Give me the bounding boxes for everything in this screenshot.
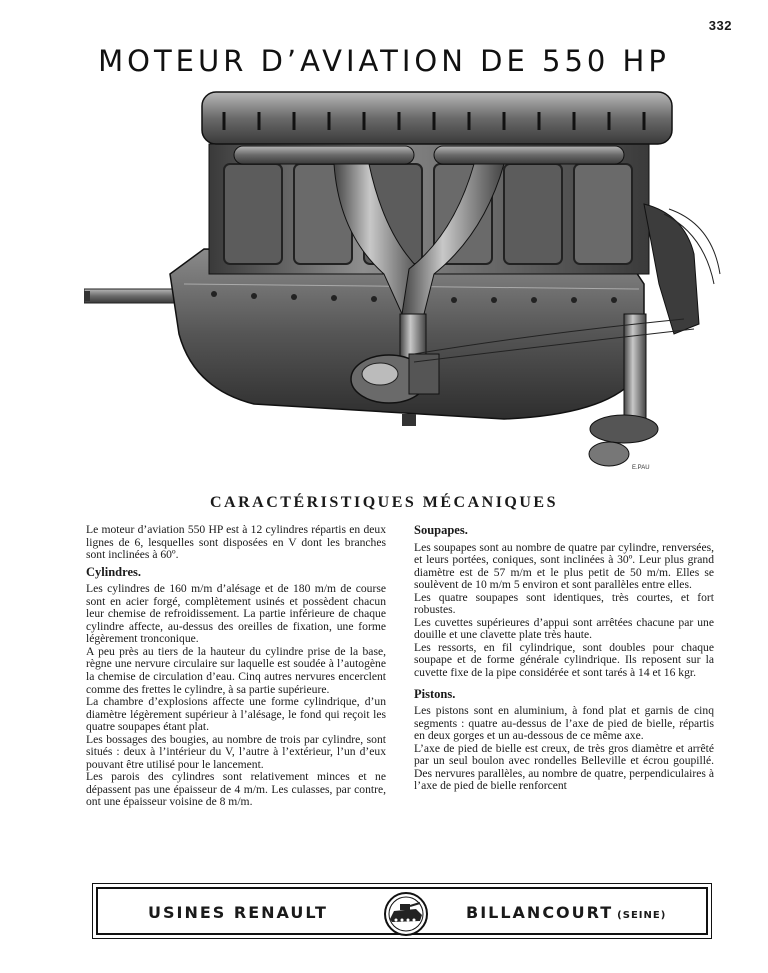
footer-company: USINES RENAULT — [148, 903, 328, 922]
left-column — [86, 524, 386, 809]
engine-illustration — [84, 84, 724, 476]
soupapes-paragraph: Les quatre soupapes sont identiques, très courtes, et fort robustes. — [414, 590, 714, 617]
pistons-paragraph: L’axe de pied de bielle est creux, de très gros diamètre et arrêté par un seul boulon avec rondelles Belleville et écrou goupillé. Des nervures parallèles, au nombre de quatre, perpendiculaires à l’axe de pied de bielle renforcent — [414, 741, 714, 793]
soupapes-heading: Soupapes. — [414, 523, 468, 537]
footer-location — [466, 903, 666, 922]
cylindres-paragraph: Les cylindres de 160 m/m d’alésage et de 180 m/m de course sont en acier forgé, complètement usinés et possèdent chacun leur chemise de refroidissement. La partie inférieure de chaque cylindre affecte, au-dessus des oreilles de fixation, une forme légèrement tronconique. — [86, 582, 386, 646]
soupapes-paragraph: Les cuvettes supérieures d’appui sont arrêtées chacune par une douille et une clavette plate très haute. — [414, 615, 714, 642]
footer-city: BILLANCOURT — [466, 903, 614, 922]
pistons-heading: Pistons. — [414, 686, 456, 701]
cylindres-paragraph: La chambre d’explosions affecte une forme cylindrique, d’un diamètre légèrement supérieur à l’alésage, le fond qui reçoit les quatre soupapes étant plat. — [86, 695, 386, 734]
soupapes-paragraph: Les soupapes sont au nombre de quatre par cylindre, renversées, et leurs portées, coniques, sont inclinées à 30º. Leur plus grand diamètre est de 57 m/m et le plus petit de 50 m/m. Elles se soulèvent de 10 m/m 5 environ et sont parallèles entre elles. — [414, 540, 714, 592]
footer-department: (SEINE) — [617, 910, 667, 921]
footer-inner-border — [96, 887, 708, 935]
section-title: CARACTÉRISTIQUES MÉCANIQUES — [210, 494, 558, 511]
cylindres-paragraph: Les bossages des bougies, au nombre de trois par cylindre, sont situés : deux à l’intérieur du V, l’autre à l’extérieur, l’un d’eux pouvant être utilisé pour le lancement. — [86, 732, 386, 771]
cylindres-paragraph: Les parois des cylindres sont relativement minces et ne dépassent pas une épaisseur de 4 m/m. Les culasses, par contre, ont une épaisseur voisine de 8 m/m. — [86, 770, 386, 809]
page-number: 332 — [708, 18, 732, 33]
page-title: MOTEUR D’AVIATION DE 550 HP — [98, 44, 670, 78]
right-column — [414, 524, 714, 793]
cylindres-heading: Cylindres. — [86, 564, 141, 579]
cylindres-paragraph: A peu près au tiers de la hauteur du cylindre prise de la base, règne une nervure circulaire sur laquelle est soudée à l’autogène la chemise de circulation d’eau. Cinq autres nervures encerclent comme des frettes le cylindre, à sa partie supérieure. — [86, 644, 386, 696]
engraver-mark: E.PAU — [632, 465, 650, 471]
intro-paragraph: Le moteur d’aviation 550 HP est à 12 cylindres répartis en deux lignes de 6, lesquelles sont disposées en V dont les branches sont inclinées à 60º. — [86, 523, 386, 562]
footer-banner — [92, 883, 712, 939]
renault-tank-logo-icon — [380, 891, 432, 937]
soupapes-paragraph: Les ressorts, en fil cylindrique, sont doubles pour chaque soupape et de forme générale cylindrique. Ils reposent sur la cuvette fixe de la pipe considérée et sont tarés à 14 et 16 kgr. — [414, 640, 714, 680]
pistons-paragraph: Les pistons sont en aluminium, à fond plat et garnis de cinq segments : quatre au-dessus de l’axe de pied de bielle, répartis en deux gorges et un au-dessous de ce même axe. — [414, 704, 714, 743]
